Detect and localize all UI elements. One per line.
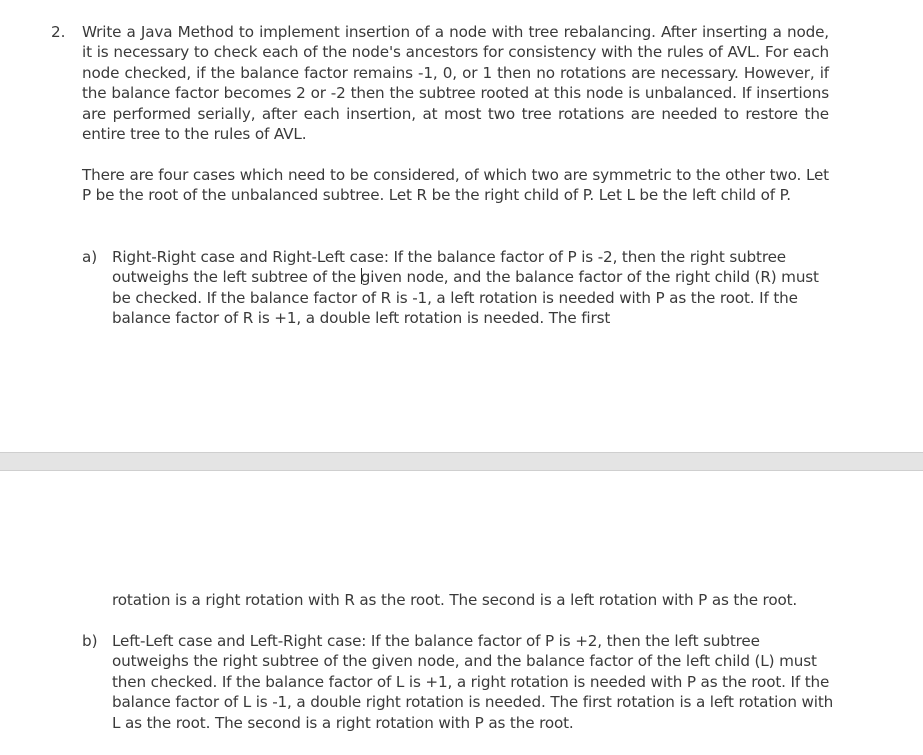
- case-a-text-part-2: given node, and the balance factor of the right child (R) must be checked. If the balance factor of R is -1, a left rotation is needed with P as the root. If the balance factor of R is +1, a double left rotation is needed. The first: [112, 268, 819, 328]
- case-a-marker: a): [82, 248, 98, 266]
- question-number: 2.: [51, 23, 66, 41]
- document-page-2: [0, 471, 923, 755]
- case-b-marker: b): [82, 632, 98, 650]
- question-paragraph-2[interactable]: There are four cases which need to be considered, of which two are symmetric to the other two. Let P be the root of the unbalanced subtree. Let R be the right child of P. Let L be the left child of P.: [82, 166, 829, 205]
- case-a-text[interactable]: [112, 247, 834, 329]
- question-paragraph-1[interactable]: Write a Java Method to implement insertion of a node with tree rebalancing. After inserting a node, it is necessary to check each of the node's ancestors for consistency with the rules of AVL. For each node checked, if the balance factor remains -1, 0, or 1 then no rotations are necessary. However, if the balance factor becomes 2 or -2 then the subtree rooted at this node is unbalanced. If insertions are performed serially, after each insertion, at most two tree rotations are needed to restore the entire tree to the rules of AVL.: [82, 23, 829, 144]
- page-break-gap: [0, 452, 923, 471]
- case-a-text-part-1: Right-Right case and Right-Left case: If the balance factor of P is -2, then the right subtree outweighs the left subtree of the: [112, 248, 787, 287]
- case-a-continuation[interactable]: rotation is a right rotation with R as the root. The second is a left rotation with P as the root.: [112, 591, 798, 609]
- case-b-text[interactable]: Left-Left case and Left-Right case: If the balance factor of P is +2, then the left subtree outweighs the right subtree of the given node, and the balance factor of the left child (L) must then checked. If the balance factor of L is +1, a right rotation is needed with P as the root. If the balance factor of L is -1, a double right rotation is needed. The first rotation is a left rotation with L as the root. The second is a right rotation with P as the root.: [112, 632, 834, 732]
